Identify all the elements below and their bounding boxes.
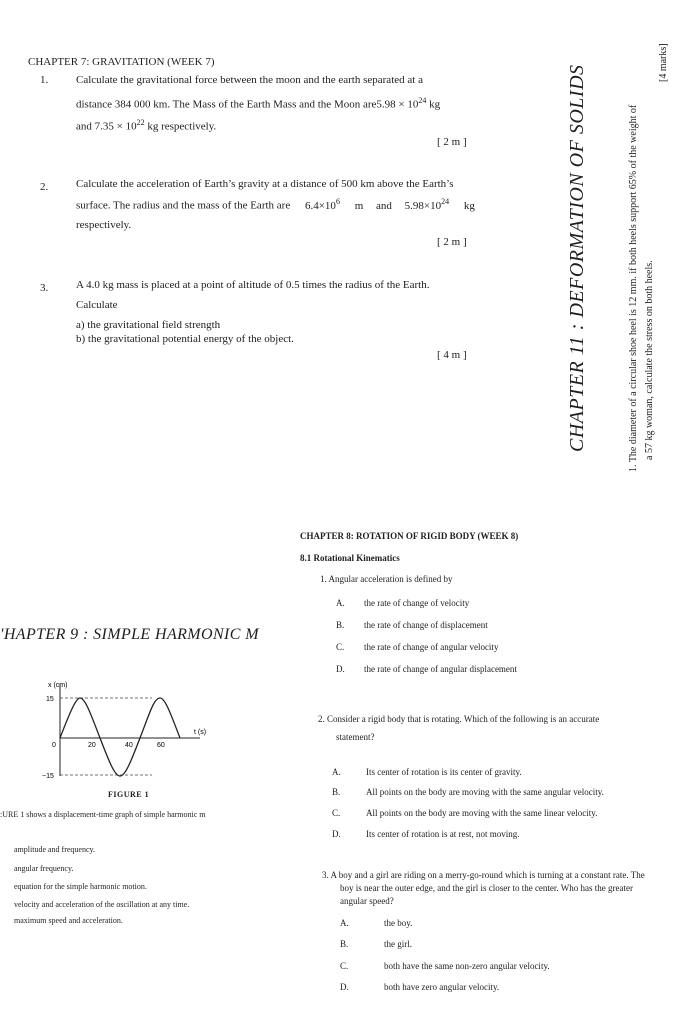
sine-wave-curve	[60, 698, 180, 776]
ch8-q1-option-b-text: the rate of change of displacement	[364, 620, 488, 630]
ch8-q1-option-c-letter: C.	[336, 642, 345, 652]
q1-number: 1.	[40, 74, 49, 86]
q3-number: 3.	[40, 282, 49, 294]
ch11-marks: [4 marks]	[658, 43, 669, 82]
moon-mass-exponent: 22	[136, 118, 145, 127]
chapter-8-title: CHAPTER 8: ROTATION OF RIGID BODY (WEEK 8)	[300, 531, 519, 541]
y-tick-neg-15: −15	[42, 773, 54, 780]
earth-radius-value: 6.4×10	[304, 199, 336, 212]
x-axis-label: t (s)	[194, 729, 207, 736]
q1-line-1-text: Calculate the gravitational force between the moon and the earth separated at a	[76, 74, 423, 86]
ch8-q3-option-d-letter: D.	[340, 982, 349, 992]
q1-line-1	[76, 74, 472, 86]
y-tick-15: 15	[46, 696, 54, 703]
ch9-item-3: equation for the simple harmonic motion.	[14, 882, 147, 891]
displacement-time-graph	[22, 672, 222, 782]
y-axis-label: x (cm)	[48, 682, 68, 689]
q3-part-a: a) the gravitational field strength	[76, 319, 221, 331]
q2-and: and	[376, 199, 392, 212]
ch9-item-2: angular frequency.	[14, 864, 74, 873]
ch8-q2-option-b-letter: B.	[332, 787, 341, 797]
ch11-q1-line-2: a 57 kg woman, calculate the stress on both heels.	[644, 260, 655, 460]
ch8-q1-option-d-letter: D.	[336, 664, 345, 674]
earth-mass-2-exponent: 24	[441, 197, 450, 206]
ch8-q2-option-d-letter: D.	[332, 829, 341, 839]
x-tick-40: 40	[125, 742, 133, 749]
ch8-q2-stem-1: 2. Consider a rigid body that is rotating. Which of the following is an accurate	[318, 714, 600, 724]
earth-radius-exponent: 6	[335, 197, 340, 206]
ch8-q2-stem-2: statement?	[336, 732, 375, 742]
ch8-q3-stem-1: 3. A boy and a girl are riding on a merry-go-round which is turning at a constant rate. The	[322, 870, 645, 880]
ch8-q2-option-c-letter: C.	[332, 808, 341, 818]
chapter-9-title: 'HAPTER 9 : SIMPLE HARMONIC M	[0, 626, 259, 643]
ch8-q2-option-b-text: All points on the body are moving with the same angular velocity.	[366, 787, 604, 797]
ch8-q3-option-b-text: the girl.	[384, 939, 412, 949]
ch8-q3-stem-3: angular speed?	[340, 896, 394, 906]
q2-line-2	[76, 197, 475, 212]
ch8-q1-option-a-letter: A.	[336, 598, 345, 608]
q2-number: 2.	[40, 181, 49, 193]
ch8-q2-option-a-letter: A.	[332, 767, 341, 777]
y-tick-0: 0	[52, 742, 56, 749]
ch8-q3-option-d-text: both have zero angular velocity.	[384, 982, 500, 992]
q1-line-3-end: kg respectively.	[144, 120, 217, 133]
q3-part-b: b) the gravitational potential energy of the object.	[76, 333, 294, 345]
moon-mass-value: and 7.35 × 10	[76, 120, 137, 133]
ch8-q2-option-a-text: Its center of rotation is its center of gravity.	[366, 767, 522, 777]
section-8-1-heading: 8.1 Rotational Kinematics	[300, 553, 400, 563]
ch8-q3-option-b-letter: B.	[340, 939, 349, 949]
ch8-q3-option-a-text: the boy.	[384, 918, 413, 928]
ch8-q1-option-b-letter: B.	[336, 620, 345, 630]
earth-radius-unit: m	[354, 199, 364, 212]
figure-description: :URE 1 shows a displacement-time graph of simple harmonic m	[0, 810, 206, 819]
ch8-q3-stem-2: boy is near the outer edge, and the girl is closer to the center. Who has the greater	[340, 883, 633, 893]
q3-line-2: Calculate	[76, 299, 118, 311]
q1-line-2-text: distance 384 000 km. The Mass of the Earth Mass and the Moon are	[76, 98, 377, 111]
ch8-q1-option-a-text: the rate of change of velocity	[364, 598, 470, 608]
ch8-q1-option-c-text: the rate of change of angular velocity	[364, 642, 499, 652]
ch8-q3-option-c-letter: C.	[340, 961, 349, 971]
x-tick-20: 20	[88, 742, 96, 749]
figure-caption: FIGURE 1	[108, 790, 150, 799]
q3-line-1: A 4.0 kg mass is placed at a point of altitude of 0.5 times the radius of the Earth.	[76, 279, 430, 291]
q2-marks: [ 2 m ]	[437, 236, 467, 248]
ch9-item-4: velocity and acceleration of the oscillation at any time.	[14, 900, 190, 909]
q1-line-2	[76, 96, 440, 111]
q2-line-3: respectively.	[76, 219, 132, 231]
ch8-q1-option-d-text: the rate of change of angular displacement	[364, 664, 517, 674]
ch9-item-1: amplitude and frequency.	[14, 845, 96, 854]
q1-line-3	[76, 118, 216, 133]
q2-line-1: Calculate the acceleration of Earth’s gravity at a distance of 500 km above the Earth’s	[76, 178, 454, 190]
ch8-q2-option-c-text: All points on the body are moving with the same linear velocity.	[366, 808, 598, 818]
ch8-q3-option-c-text: both have the same non-zero angular velocity.	[384, 961, 550, 971]
ch8-q2-option-d-text: Its center of rotation is at rest, not moving.	[366, 829, 520, 839]
ch11-q1-line-1: 1. The diameter of a circular shoe heel is 12 mm. if both heels support 65% of the weight of	[628, 104, 639, 472]
q2-line-2-text: surface. The radius and the mass of the Earth are	[76, 199, 291, 212]
earth-mass-exponent: 24	[418, 96, 427, 105]
ch9-item-5: maximum speed and acceleration.	[14, 916, 123, 925]
x-tick-60: 60	[157, 742, 165, 749]
chapter-11-title: CHAPTER 11 : DEFORMATION OF SOLIDS	[566, 64, 588, 452]
earth-mass-unit: kg	[426, 98, 441, 111]
q3-marks: [ 4 m ]	[437, 349, 467, 361]
chapter-7-title: CHAPTER 7: GRAVITATION (WEEK 7)	[28, 56, 215, 68]
ch8-q1-stem: 1. Angular acceleration is defined by	[320, 574, 453, 584]
chapter-11-section	[566, 12, 691, 472]
earth-mass-value: 5.98 × 10	[376, 98, 419, 111]
ch8-q3-option-a-letter: A.	[340, 918, 349, 928]
earth-mass-2-unit: kg	[463, 199, 475, 212]
q1-marks: [ 2 m ]	[437, 136, 467, 148]
earth-mass-2-value: 5.98×10	[404, 199, 442, 212]
